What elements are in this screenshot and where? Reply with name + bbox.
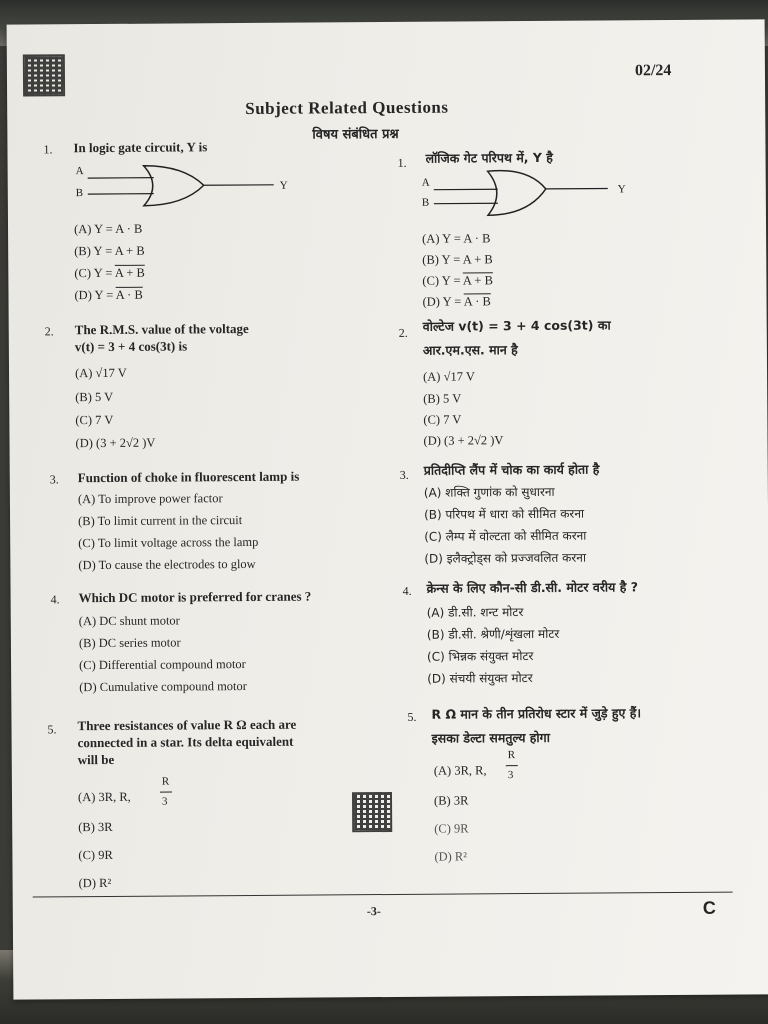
option-d[interactable]: (D) संचयी संयुक्त मोटर bbox=[427, 671, 533, 686]
gate-input-a-label: A bbox=[421, 176, 430, 189]
fraction-denominator: 3 bbox=[507, 769, 514, 782]
option-c-prefix: (C) Y = bbox=[422, 273, 463, 288]
option-a[interactable]: (A) Y = A · B bbox=[73, 221, 143, 237]
question-number: 3. bbox=[49, 472, 59, 487]
option-d[interactable]: (D) To cause the electrodes to glow bbox=[78, 556, 256, 573]
option-d[interactable]: (D) (3 + 2√2 )V bbox=[423, 433, 504, 448]
question-number: 4. bbox=[50, 592, 60, 607]
question-text-line2: connected in a star. Its delta equivalent bbox=[77, 733, 294, 751]
section-heading: Subject Related Questions bbox=[245, 97, 449, 118]
option-c[interactable] bbox=[422, 273, 493, 288]
question-number: 2. bbox=[398, 325, 408, 340]
option-a[interactable]: (A) √17 V bbox=[423, 369, 475, 384]
question-text: Which DC motor is preferred for cranes ? bbox=[78, 588, 312, 606]
fraction-numerator: R bbox=[161, 775, 170, 788]
option-c[interactable]: (C) 9R bbox=[434, 821, 469, 836]
option-b[interactable]: (B) 3R bbox=[78, 819, 113, 835]
option-b[interactable]: (B) Y = A + B bbox=[422, 252, 493, 267]
page-number: -3- bbox=[366, 904, 381, 919]
option-c[interactable]: (C) 7 V bbox=[75, 412, 114, 428]
option-b[interactable]: (B) 5 V bbox=[423, 391, 462, 406]
option-c[interactable]: (C) To limit voltage across the lamp bbox=[78, 534, 259, 551]
question-text-line3: will be bbox=[77, 751, 115, 768]
option-c[interactable]: (C) भिन्नक संयुक्त मोटर bbox=[426, 648, 534, 664]
question-text-line1: The R.M.S. value of the voltage bbox=[74, 320, 249, 338]
gate-input-b-label: B bbox=[75, 187, 84, 200]
option-b[interactable]: (B) 3R bbox=[433, 793, 469, 808]
option-d[interactable] bbox=[74, 288, 142, 303]
option-a[interactable]: (A) डी.सी. शन्ट मोटर bbox=[426, 605, 524, 620]
question-number: 5. bbox=[407, 709, 417, 724]
or-gate-diagram bbox=[74, 159, 294, 217]
question-text: In logic gate circuit, Y is bbox=[73, 139, 208, 156]
option-d[interactable]: (D) इलैक्ट्रोड्स को प्रज्जवलित करना bbox=[424, 550, 587, 566]
or-gate-diagram bbox=[418, 164, 638, 222]
option-d-prefix: (D) Y = bbox=[422, 294, 464, 309]
question-text-line1: वोल्टेज v(t) = 3 + 4 cos(3t) का bbox=[422, 317, 611, 334]
option-b[interactable]: (B) DC series motor bbox=[78, 635, 181, 651]
option-a[interactable]: (A) 3R, R, bbox=[433, 763, 487, 778]
option-c-expression: A + B bbox=[114, 265, 145, 280]
question-text: लॉजिक गेट परिपथ में, Y है bbox=[425, 149, 553, 166]
footer-divider bbox=[33, 892, 733, 898]
gate-input-b-label: B bbox=[421, 196, 430, 209]
option-c-prefix: (C) Y = bbox=[74, 265, 115, 281]
option-d-expression: A · B bbox=[115, 287, 143, 302]
option-d-prefix: (D) Y = bbox=[74, 287, 116, 303]
option-a[interactable]: (A) To improve power factor bbox=[77, 491, 223, 507]
fraction-numerator: R bbox=[507, 749, 516, 762]
question-number: 5. bbox=[47, 722, 57, 737]
fraction-denominator: 3 bbox=[161, 795, 168, 808]
question-text: प्रतिदीप्ति लैंप में चोक का कार्य होता है bbox=[423, 461, 600, 478]
option-c[interactable]: (C) लैम्प में वोल्टता को सीमित करना bbox=[424, 528, 587, 544]
exam-page bbox=[7, 19, 768, 999]
question-text-line2: आर.एम.एस. मान है bbox=[422, 342, 518, 358]
question-text-line1: Three resistances of value R Ω each are bbox=[77, 716, 297, 734]
option-c[interactable]: (C) 7 V bbox=[423, 412, 462, 427]
option-b[interactable]: (B) 5 V bbox=[75, 389, 114, 405]
question-text-line1: R Ω मान के तीन प्रतिरोध स्टार में जुड़े हुए हैं। bbox=[431, 705, 642, 722]
section-heading-hindi: विषय संबंधित प्रश्न bbox=[312, 126, 399, 143]
fraction-bar bbox=[160, 792, 172, 793]
option-b[interactable]: (B) परिपथ में धारा को सीमित करना bbox=[423, 506, 585, 522]
gate-input-a-label: A bbox=[75, 165, 84, 178]
question-text: Function of choke in fluorescent lamp is bbox=[77, 468, 300, 486]
option-d-expression: A · B bbox=[463, 294, 491, 309]
qr-code-icon bbox=[352, 792, 392, 832]
option-c[interactable]: (C) Differential compound motor bbox=[79, 657, 246, 673]
option-c[interactable]: (C) 9R bbox=[78, 847, 113, 863]
question-number: 2. bbox=[44, 324, 54, 339]
option-a[interactable]: (A) DC shunt motor bbox=[78, 613, 180, 629]
option-b[interactable]: (B) To limit current in the circuit bbox=[78, 513, 243, 529]
option-d[interactable]: (D) R² bbox=[434, 849, 468, 864]
question-text: क्रेन्स के लिए कौन-सी डी.सी. मोटर वरीय है ? bbox=[426, 579, 639, 596]
question-text-line2: v(t) = 3 + 4 cos(3t) is bbox=[74, 338, 188, 355]
fraction-bar bbox=[506, 765, 518, 766]
paper-code: 02/24 bbox=[634, 62, 672, 80]
option-d[interactable]: (D) R² bbox=[78, 875, 112, 891]
option-b[interactable]: (B) डी.सी. श्रेणी/शृंखला मोटर bbox=[426, 626, 560, 642]
qr-code-icon bbox=[23, 54, 65, 96]
question-number: 1. bbox=[43, 142, 53, 157]
option-a[interactable]: (A) Y = A · B bbox=[422, 231, 491, 246]
option-b[interactable]: (B) Y = A + B bbox=[74, 243, 145, 259]
question-text-line2: इसका डेल्टा समतुल्य होगा bbox=[431, 729, 550, 746]
option-d[interactable] bbox=[423, 294, 491, 309]
gate-output-y-label: Y bbox=[617, 183, 626, 196]
option-c[interactable] bbox=[74, 266, 145, 281]
booklet-set: C bbox=[702, 897, 716, 918]
question-number: 3. bbox=[399, 467, 409, 482]
option-a[interactable]: (A) 3R, R, bbox=[77, 789, 131, 805]
option-a[interactable]: (A) √17 V bbox=[74, 365, 127, 381]
option-d[interactable]: (D) Cumulative compound motor bbox=[79, 678, 247, 695]
question-number: 1. bbox=[397, 155, 407, 170]
option-a[interactable]: (A) शक्ति गुणांक को सुधारना bbox=[423, 484, 555, 500]
gate-output-y-label: Y bbox=[279, 179, 288, 192]
option-d[interactable]: (D) (3 + 2√2 )V bbox=[75, 435, 156, 451]
option-c-expression: A + B bbox=[462, 273, 493, 288]
question-number: 4. bbox=[402, 583, 412, 598]
